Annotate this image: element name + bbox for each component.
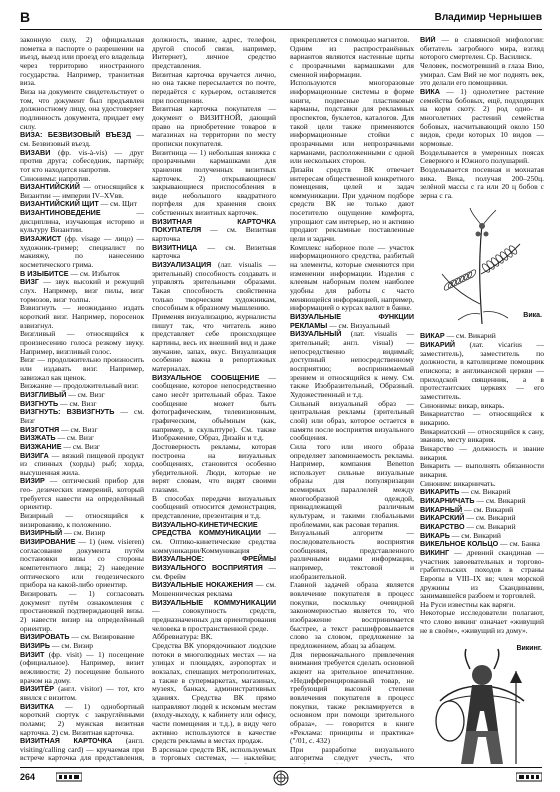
dictionary-entry [152,599,276,634]
text-column-2 [152,36,276,764]
entry-paragraph [20,590,144,633]
dictionary-entry [152,244,276,261]
dictionary-entry [20,235,144,270]
header-rule [20,29,542,30]
footer-rule [20,767,542,768]
entry-headword: ВИЗУАЛЬНЫЕ НОКАЖЕНИЯ [152,580,254,590]
entry-text: Синонимы: викар, викарь. [420,400,505,410]
entry-text: Одним из распространённых вариантов являются настенные щиты с прозрачными кармашками для сменной информации. [290,43,414,79]
entry-paragraph [290,400,414,443]
entry-text: прикрепляется с помощью магнитов. [290,36,410,44]
dictionary-entry [420,36,544,62]
entry-paragraph [20,330,144,356]
entry-text: Используются многоразовые информационные системы в форме книги, подвесные пластиковые карманы, подставки для рекламных проспектов, буклетов, каталогов. Для такой цели также применяются информационные стойки с прозрачными или непрозрачными карманами, расположенными с одной или нескольких сторон. [290,78,414,166]
entry-headword: ВИЗГНУТЬ [20,398,59,408]
entry-text: (англ. visitor) — тот, кто явился с визитом. [20,684,144,702]
author-name: Владимир Чернышев [434,12,542,23]
entry-paragraph [420,149,544,166]
entry-text: — см. Викарий [449,530,501,540]
entry-text: — см. Визир [50,640,94,650]
dictionary-entry [152,218,276,244]
entry-headword: ВИЗАНТИЙСКИЙ ЩИТ [20,199,99,209]
entry-paragraph [420,609,544,635]
vika-illustration [420,204,544,328]
figure-caption: Викинг. [516,645,542,653]
center-emblem-icon [270,770,292,791]
text-column-4 [420,36,544,764]
entry-text: Визуальный алгоритм — последовательность восприятия сообщения, представленного различными видами информации, например, текстовой и изобразительной. [290,528,414,581]
entry-headword: ВИЗУАЛЬНЫЙ [290,329,342,339]
dictionary-entry [20,278,144,304]
entry-headword: ВИЗЖАНИЕ [20,441,62,451]
entry-headword: ВИЗИР [20,476,45,486]
dictionary-entry [20,737,144,764]
entry-text: должность, звание, адрес, телефон, другой способ связи, например, Интернет), личное средство представления. [152,36,276,70]
entry-paragraph [290,581,414,650]
dictionary-entry [152,521,276,556]
entry-headword: ВИЗИГА [20,450,49,460]
entry-text: — см. Визирование [69,632,135,642]
entry-text: — в славянской мифологии: обитатель загробного мира, взгляд которого смертелен. Ср. Василиск. [420,36,544,62]
entry-headword: ВИЗУАЛЬНОЕ СООБЩЕНИЕ [152,372,260,382]
entry-text: Визитная карточка вручается лично, но она также пересылается по почте, передаётся с курьером, оставляется при посещении. [152,69,276,105]
dictionary-entry [420,549,544,601]
dictionary-entry [20,685,144,702]
entry-text: Аббревиатура: ВК. [152,632,213,642]
entry-text: — см. Викарий [459,487,511,497]
entry-text: Достоверность рекламы, которая построена на визуальных сообщениях, становится особенно убедительной. Люди, которые не верят словам, что видят своими глазами. [152,441,276,495]
entry-paragraph [152,495,276,521]
entry-paragraph [290,746,414,764]
entry-text: — см. Викарий [464,521,516,531]
entry-paragraph [20,36,144,88]
entry-text: — см. Визир [62,528,106,538]
entry-text: Средства ВК упорядочивают людские потоки в многолюдных местах — на улицах и площадях, аэропортах и вокзалах, спешащих метрополитенах, а также в супермаркетах, магазинах, музеях, банках, административных зданиях. Средства ВК прямо направляют людей к искомым местам (входу-выходу, к кабинету или офису, части помещения и т.д.), в виду чего активно используются в качестве средств рекламы в местах продаж. [152,640,276,746]
entry-text: (англ. visiting/calling card) — кручаемая при встрече карточка для представления, [20,736,144,763]
entry-text: — вязкий пищевой продукт из спинных (хорды) рыб; хорда, высушенная жила. [20,450,144,477]
entry-paragraph [290,651,414,746]
entry-text: (лат. vicarius — заместитель), заместитель по должности, в католицизме помощник епископа; в англиканской церкви — приходской священник, а в протестантских церквях — его заместитель. [420,340,544,402]
entry-text: (лат. visualis — зрительный; англ. visual) — непосредственно видимый; доступный непосредственному восприятию; воспринимаемый зрением и относящийся к нему. См. также Изобразительный, Образный. Художественный и т.д. [290,329,414,399]
dictionary-entry [152,374,276,443]
dictionary-entry [152,555,276,581]
dictionary-entry [290,313,414,330]
page-number: 264 [20,772,36,782]
entry-text: — 1) (нем. visieren) согласование документа путём постановки визы со стороны компетентного лица; 2) наведение оптического или геодезического прибора на какой-либо ориентир. [20,537,144,590]
entry-paragraph [20,304,144,330]
entry-text: — см. Визг [55,433,94,443]
entry-text: Дизайн средств ВК отвечает интересам общественной конкретного помещения, целей и задач коммуникации. При удачном подборе средств ВК не только дают посетителю ощущение комфорта, упрощают сам интерьер, но и активно продают рекламные поставленные цели и задачи. [290,164,414,244]
entry-paragraph [420,62,544,88]
entry-paragraph [152,642,276,746]
entry-headword: В ИЗЫБИТСЕ [20,268,69,278]
entry-text: — см. Визг [58,398,97,408]
entry-text: — см. Мошенническая реклама [152,580,276,598]
entry-paragraph [152,36,276,71]
entry-headword: ВИКИНГ [420,547,450,557]
entry-paragraph [420,166,544,201]
entry-headword: ВИКАРСКИЙ [420,513,465,523]
running-header [20,9,542,29]
entry-headword: ВИЗИРЬ [20,640,50,650]
entry-paragraph [290,79,414,166]
entry-text: Визирный — относящийся к визированию, к положению. [20,511,144,529]
entry-headword: ВИЗГОТНЯ [20,424,60,434]
dictionary-entry [420,88,544,149]
entry-text: Визжание — продолжительный визг. [20,381,139,391]
dictionary-entry [20,651,144,686]
entry-text: Визитница — 1) небольшая книжка с прозрачными кармашками для хранения полученных визитных карточек. 2) открывающиеся/закрывающиеся приспособления в виде небольшого квадратного портфеля для хранения своих собственных визитных карточек. [152,147,276,218]
entry-text: Комплекс наборное поле — участок информационного средства, разбитый на элементы, которые сменяются при изменении информации. Изделия с клеевым наборным полем наиболее удобны для работы с часто меняющейся информацией, например, информацией о курсах валют в банке. [290,242,414,313]
entry-headword: ВИЙ [420,36,436,44]
entry-paragraph [290,45,414,80]
entry-headword: ВИКА [420,86,440,96]
entry-text: Синоним: викарничать. [420,478,496,488]
entry-text: — см. Визг [66,389,105,399]
entry-text: Сильный визуальный образ — центральная рекламы (зрительный слой) или образ, которое остается в памяти после восприятия визуального сообщения. [290,398,414,443]
entry-paragraph [152,313,276,374]
entry-headword: ВИЗАНТИЙСКИЙ [20,182,80,192]
entry-text: — см. Банка [498,539,541,549]
entry-paragraph [152,443,276,495]
entry-headword: ВИЗИРНЫЙ [20,528,63,538]
page-footer [20,770,542,788]
entry-text: — древний скандинав — участник завоевательных и торгово-грабительских походов в страны Европы в VIII–IX вв; член морской дружины из Скандинавии, занимавшейся разбоем и торговлей. [420,547,544,601]
entry-text: — см. Визуальный [327,320,390,330]
entry-text: — сообщение, которое непосредственно само несёт зрительный образ. Такое сообщение может быть фотографическим, телевизионным, графическим, объёмным (как, например, в скульптуре). См. также Изображение, Образ, Дизайн и т.д. [152,372,276,443]
entry-text: — 1) однобортный короткий сюртук с закруглёнными полами; 2) мужская визитная карточка. 2) см. Визитная карточка. [20,701,144,737]
entry-text: — см. Оптико-кинетические средства коммуникации/Коммуникация [152,528,276,555]
dictionary-entry [20,452,144,478]
entry-headword: ВИКАРЬ [420,530,450,540]
entry-headword: ВИЗУАЛЬНОЕ: ФРЕЙМЫ ВИЗУАЛЬНОГО ВОСПРИЯТИЯ [152,554,276,573]
entry-text: Для первоначального привлечения внимания требуется сделать основной акцент на зрительное впечатление. «Недифференцированный товар, не требующий высокой степени вовлечения покупателя в процесс покупки, также рекламируется в основном при помощи зрительного образа», — говорится в книге «Реклама: принципы и практика» ("/01, с. 432) [290,649,414,746]
dictionary-entry [20,183,144,200]
entry-text: — см. Фрейм [152,563,276,581]
dictionary-entry [20,131,144,148]
dictionary-entry [20,477,144,512]
entry-text: — оптический прибор для гео- дезических измерений, который требуется навести на определённый ориентир. [20,476,144,512]
entry-headword: ВИЗГ [20,277,39,287]
entry-headword: ВИЗАВИ [20,147,51,157]
entry-paragraph [290,244,414,313]
entry-headword: ВИЗИТНАЯ КАРТОЧКА [20,736,113,746]
dictionary-entry [152,261,276,313]
entry-text: — см. Визг [20,407,144,425]
entry-paragraph [290,529,414,581]
entry-text: Визировать — 1) согласовать документ путём ознакомления с простановкой подтверждающей визы. 2) навести визир на определённый ориентир. [20,589,144,633]
entry-text: — 1) однолетнее растение семейства бобовых, ещё, подходящих на корм скоту. 2) род одно- и многолетних растений семейства бобовых, насчитывающий около 150 видов, среди которых 10 видов — кормовые. [420,86,544,148]
entry-headword: ВИКЕЛЬНОЕ КОЛЬЦО [420,539,499,549]
entry-paragraph [20,356,144,382]
entry-headword: ВИЗИРОВАТЬ [20,632,70,642]
entry-paragraph [152,746,276,764]
entry-paragraph [420,410,544,427]
entry-text: — см. Избыток [68,268,120,278]
entry-text: Главной задачей образа является вовлечение покупателя в процесс покупки, поскольку очевидной закономерностью является то, что изображение воспринимается быстрее, а текст расшифровывается слово за словом, предложение за предложением, абзац за абзацем. [290,580,414,650]
entry-headword: ВИЗИТНИЦА [152,242,198,252]
entry-text: Викариатство — относящийся к викарию. [420,409,544,428]
entry-text: Визитная карточка покупателя — документ о ВИЗИТНОЙ, дающий право на приобретение товаров в магазинах на территории по месту прописки покупателя. [152,104,276,148]
entry-paragraph [420,428,544,445]
entry-paragraph [152,105,276,148]
entry-headword: ВИЗАЖИСТ [20,234,62,244]
entry-text: — см. Визитная карточка [152,242,276,261]
entry-text: Викарить — выполнять обязанности викария. [420,461,544,479]
entry-headword: ВИЗУАЛЬНО-КИНЕТИЧЕСКИЕ СРЕДСТВА КОММУНИКАЦИИ [152,519,261,538]
entry-text: (фр. visit) — 1) посещение (официальное). Например, визит вежливости; 2) посещение больного врачом на дому. [20,649,144,685]
figure-caption: Вика. [523,312,542,320]
entry-text: Возделывается посевная и мохнатая вика. Вика, получая 200–250ц. зелёной массы с гa или 20 ц бобов с зерна с га. [420,164,544,200]
entry-text: Некоторые исследователи полагают, что слово викинг означает «живущий не в своём», «живущий из дому». [420,608,544,635]
entry-text: В арсенале средств ВК, используемых в торговых системах, — наклейки; [152,744,276,763]
entry-paragraph [420,445,544,462]
entry-text: — см. Викарий [444,331,496,341]
entry-headword: ВИЗА: БЕЗВИЗОВЫЙ ВЪЕЗД [20,130,132,140]
entry-text: Возделывается в умеренных поясах Северного и Южного полушарий. [420,147,544,166]
entry-headword: ВИЗИРОВАНИЕ [20,537,76,547]
text-column-1 [20,36,144,764]
entry-headword: ВИКАРИТЬ [420,487,460,497]
entry-text: Визгливый — относящийся к произнесению голоса резкому звуку. Например, визгливый голос. [20,329,144,356]
entry-headword: ВИЗАНТИНОВЕДЕНИЕ [20,208,101,218]
dictionary-entry [290,330,414,399]
dictionary-entry [20,149,144,175]
entry-paragraph [20,88,144,131]
entry-headword: ВИЗИТКА [20,701,54,711]
entry-paragraph [290,166,414,244]
entry-text: законную силу, 2) официальная пометка в паспорте о разрешении на въезд, выезд или проезд его владельца через территорию иностранного государства. Например, транзитная виза. [20,36,144,88]
entry-text: — см. Викарий [464,513,516,523]
publisher-logo-left [56,772,82,784]
entry-text: Викариатский — относящийся к сану, званию, месту викария. [420,426,544,445]
entry-text: (фр. vis-à-vis) — друг против друга; собеседник, партнёр; тот кто находится напротив. [20,147,144,174]
entry-headword: ВИКАР [420,331,445,341]
entry-headword: ВИЗУАЛЬНЫЕ КОММУНИКАЦИИ [152,597,276,607]
entry-text: Человек, посмотревший в глаза Вию, умирал. Сам Вий не мог поднять век, это делали его помощники. [420,60,544,88]
dictionary-entry [20,538,144,590]
dictionary-entry [420,341,544,402]
entry-text: Сила того или иного образа определяет запоминаемость рекламы. Например, компания Benetton использует сильные визуальные образы для популяризации всемирных параллелей между многообразной одеждой, принадлежащей различным культурам, и такими глобальными проблемами, как расовая терапия. [290,441,414,529]
entry-text: — звук высокий и режущий слух. Например, визг пилы, визг тормозов, визг толпы. [20,277,144,304]
dictionary-entry [20,209,144,235]
dictionary-entry [20,408,144,425]
entry-text: Синонимы: напротив. [20,173,91,183]
dictionary-entry [152,581,276,598]
entry-text: Применяя визуализацию, журналисты пишут так, что читатель живо представляет себе происходящее картины, весь их внешний вид и даже звучание, запах, вкус. Визуализация особенно важна в репортажных материалах. [152,312,276,373]
entry-text: — совокупность средств, предназначенных для ориентирования человека в пространственной среде. [152,606,276,633]
entry-text: В способах передачи визуальных сообщений относится демонстрация, представление, презентация и т.д. [152,493,276,521]
entry-text: — см. Щит [98,199,137,209]
entry-headword: ВИКАРСТВО [420,521,465,531]
entry-headword: ВИЗУАЛЬНЫЕ ФУНКЦИИ РЕКЛАМЫ [290,312,414,330]
entry-text: — относящийся к Византии — империи IV–XVвв. [20,182,144,200]
entry-paragraph [152,71,276,106]
entry-text: — дисциплина, изучающая историю и культуру Византии. [20,208,144,235]
entry-headword: ВИЗУАЛИЗАЦИЯ [152,260,212,270]
viking-illustration [420,641,544,764]
entry-text: Виза на документе свидетельствует о том, что документ был предъявлен должностному лицу, она удостоверяет подлинность документа, придает ему силу. [20,86,144,131]
entry-text: Викарство — должность и звание викария. [420,444,544,462]
entry-text: При разработке визуального алгоритма следует учесть, что [290,744,414,763]
entry-text: Визг — продолжительно произносить или издавать визг. Например, завизжал как щенок. [20,355,144,382]
entry-headword: ВИЗЖАТЬ [20,433,56,443]
entry-paragraph [152,149,276,218]
entry-text: — см. Викарий [474,495,526,505]
entry-text: — см. Визг [59,424,98,434]
entry-paragraph [290,443,414,530]
entry-headword: ВИЗИТЁР [20,684,55,694]
dictionary-entry [20,703,144,738]
entry-text: (лат. visualis — зрительный) способность создавать и управлять зрительными образами. Такая способность свойственна только творческим художникам, способным к образному мышлению. [152,260,276,313]
entry-paragraph [20,512,144,529]
entry-text: — см. Визитная карточка [152,225,276,244]
entry-paragraph [420,462,544,479]
entry-headword: ВИКАРНИЧАТЬ [420,495,475,505]
entry-text: — см. Безвизовый въезд. [20,130,144,148]
entry-text: На Руси известны как варяги. [420,599,516,609]
entry-text: — см. Викарий [462,504,514,514]
text-column-3 [290,36,414,764]
entry-headword: ВИЗИТНАЯ КАРТОЧКА ПОКУПАТЕЛЯ [152,216,276,235]
publisher-logo-right [516,772,542,784]
entry-text: — см. Визг [61,441,100,451]
entry-headword: ВИЗГНУТЬ: ВЗВИЗГНУТЬ [20,407,115,417]
entry-headword: ВИКАРИЙ [420,340,456,350]
entry-text: (фр. visage — лицо) — художник-гример; специалист по макияжу, по нанесению косметического грима. [20,234,144,270]
entry-text: Взвизгнуть — неожиданно издать короткий визг. Например, поросенок взвизгнул. [20,303,144,330]
entry-headword: ВИЗГЛИВЫЙ [20,389,67,399]
section-letter: В [20,9,31,25]
entry-headword: ВИКАРНЫЙ [420,504,463,514]
entry-headword: ВИЗИТ [20,649,45,659]
